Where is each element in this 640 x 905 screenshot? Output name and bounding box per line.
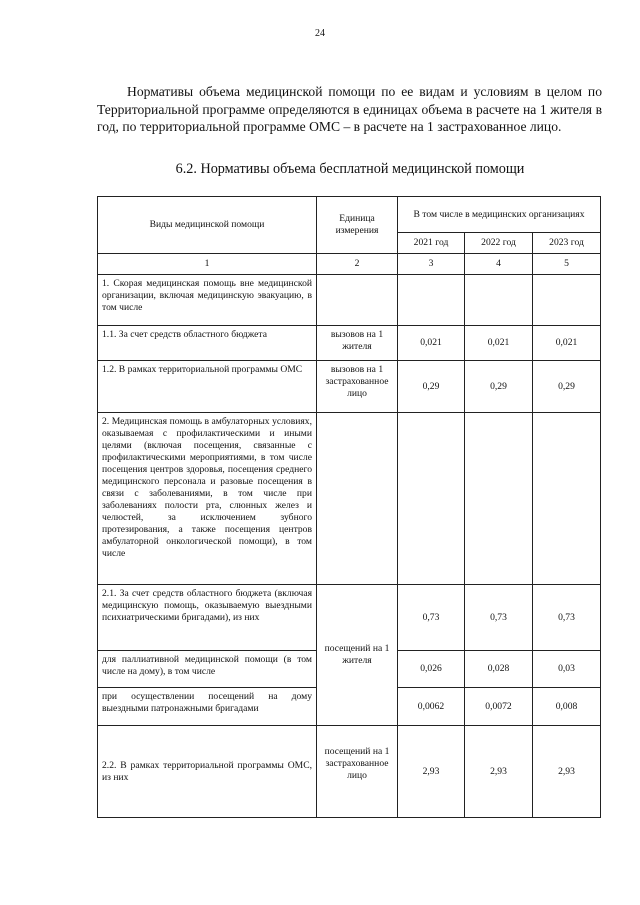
table-row: [98, 361, 601, 413]
header-type: Виды медицинской помощи: [98, 197, 317, 254]
row-label: 2.2. В рамках территориальной программы ОМС, из них: [98, 726, 317, 818]
header-including: В том числе в медицинских организациях: [398, 197, 601, 233]
row-value-2023: [533, 275, 601, 326]
row-value-2023: 0,29: [533, 361, 601, 413]
col-number-2: 2: [317, 254, 398, 275]
table-row: [98, 275, 601, 326]
row-unit: вызовов на 1 застрахованное лицо: [317, 361, 398, 413]
header-row: [98, 197, 601, 233]
row-label: 1.2. В рамках территориальной программы ОМС: [98, 361, 317, 413]
section-title: 6.2. Нормативы объема бесплатной медицинской помощи: [175, 161, 525, 177]
header-unit: Единица измерения: [317, 197, 398, 254]
row-value-2022: 0,021: [465, 326, 533, 361]
row-value-2022: [465, 275, 533, 326]
table-row: [98, 413, 601, 585]
col-number-3: 3: [398, 254, 465, 275]
row-value-2022: 0,73: [465, 585, 533, 651]
row-label: для паллиативной медицинской помощи (в том числе на дому), в том числе: [98, 651, 317, 688]
table-row: [98, 726, 601, 818]
header-2022: 2022 год: [465, 233, 533, 254]
row-unit: [317, 413, 398, 585]
row-value-2022: 2,93: [465, 726, 533, 818]
row-value-2021: 0,73: [398, 585, 465, 651]
header-2023: 2023 год: [533, 233, 601, 254]
table-row: [98, 585, 601, 651]
row-value-2021: [398, 413, 465, 585]
intro-paragraph: Нормативы объема медицинской помощи по ее видам и условиям в целом по Территориальной программе определяются в единицах объема в расчете на 1 жителя в год, по территориальной программе ОМС – в расчете на 1 застрахованное лицо.: [97, 84, 602, 134]
row-label: 1. Скорая медицинская помощь вне медицинской организации, включая медицинскую эвакуацию, в том числе: [98, 275, 317, 326]
row-value-2021: 0,29: [398, 361, 465, 413]
col-number-4: 4: [465, 254, 533, 275]
row-label: 2.1. За счет средств областного бюджета (включая медицинскую помощь, оказываемую выездными психиатрическими бригадами), из них: [98, 585, 317, 651]
col-number-1: 1: [98, 254, 317, 275]
column-number-row: [98, 254, 601, 275]
row-value-2023: 0,73: [533, 585, 601, 651]
row-label: при осуществлении посещений на дому выездными патронажными бригадами: [98, 688, 317, 726]
row-value-2022: 0,0072: [465, 688, 533, 726]
table-row: [98, 326, 601, 361]
row-value-2021: 0,0062: [398, 688, 465, 726]
row-value-2022: 0,028: [465, 651, 533, 688]
row-value-2022: [465, 413, 533, 585]
row-unit: [317, 275, 398, 326]
col-number-5: 5: [533, 254, 601, 275]
row-value-2021: 0,026: [398, 651, 465, 688]
row-value-2021: 0,021: [398, 326, 465, 361]
row-value-2023: 0,03: [533, 651, 601, 688]
row-value-2023: 0,021: [533, 326, 601, 361]
page-number: 24: [315, 28, 325, 39]
row-unit: посещений на 1 застрахованное лицо: [317, 726, 398, 818]
header-2021: 2021 год: [398, 233, 465, 254]
row-value-2023: 0,008: [533, 688, 601, 726]
row-unit: посещений на 1 жителя: [317, 585, 398, 726]
row-value-2021: 2,93: [398, 726, 465, 818]
norms-table: [97, 196, 601, 818]
row-value-2023: 2,93: [533, 726, 601, 818]
row-value-2021: [398, 275, 465, 326]
row-label: 2. Медицинская помощь в амбулаторных условиях, оказываемая с профилактическими и иными целями (включая посещения, связанные с профилактическими мероприятиями, в том числе посещения центров здоровья, посещения среднего медицинского персонала и разовые посещения в связи с заболеваниями, в том числе при заболеваниях полости рта, слюнных желез и челюстей, за исключением зубного протезирования, а также посещения центров амбулаторной онкологической помощи), в том числе: [98, 413, 317, 585]
row-value-2023: [533, 413, 601, 585]
row-unit: вызовов на 1 жителя: [317, 326, 398, 361]
row-label: 1.1. За счет средств областного бюджета: [98, 326, 317, 361]
row-value-2022: 0,29: [465, 361, 533, 413]
